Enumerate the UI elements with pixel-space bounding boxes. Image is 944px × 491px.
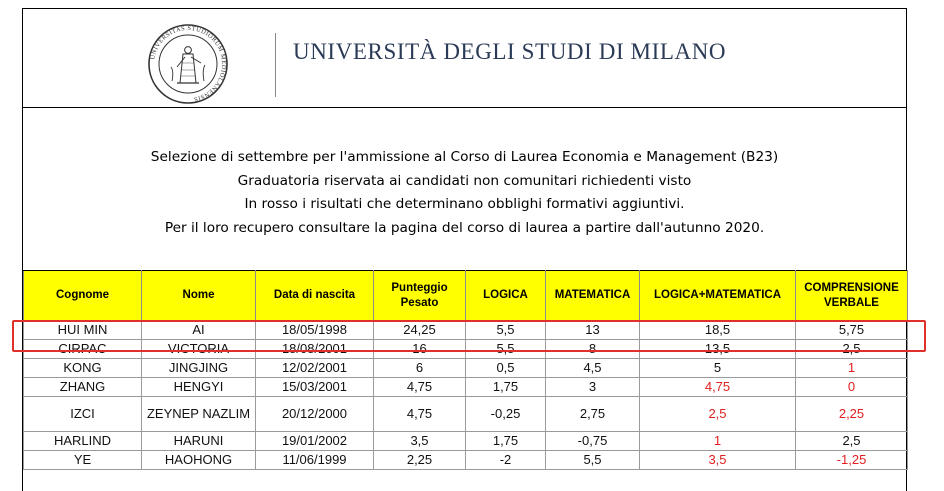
col-header-comprensione: COMPRENSIONE VERBALE (796, 271, 908, 321)
cell-data: 15/03/2001 (256, 378, 374, 397)
cell-comprensione: 2,25 (796, 397, 908, 432)
col-header-data: Data di nascita (256, 271, 374, 321)
cell-logica: 5,5 (466, 340, 546, 359)
cell-logmat: 1 (640, 432, 796, 451)
cell-punteggio: 2,25 (374, 451, 466, 470)
cell-cognome: YE (24, 451, 142, 470)
ranking-table (23, 270, 908, 470)
cell-punteggio: 16 (374, 340, 466, 359)
cell-logica: 0,5 (466, 359, 546, 378)
cell-nome: HAOHONG (142, 451, 256, 470)
seal-lettering: UNIVERSITAS STUDIORUM MEDIOLANENSIS (149, 24, 228, 103)
cell-data: 11/06/1999 (256, 451, 374, 470)
cell-cognome: ZHANG (24, 378, 142, 397)
cell-logica: -0,25 (466, 397, 546, 432)
cell-matematica: -0,75 (546, 432, 640, 451)
cell-logmat: 4,75 (640, 378, 796, 397)
university-seal-icon (147, 23, 229, 105)
cell-nome: HENGYI (142, 378, 256, 397)
notice-line-3: In rosso i risultati che determinano obblighi formativi aggiuntivi. (244, 196, 685, 212)
table-row (24, 451, 908, 470)
cell-data: 19/01/2002 (256, 432, 374, 451)
cell-cognome: KONG (24, 359, 142, 378)
cell-matematica: 8 (546, 340, 640, 359)
cell-matematica: 2,75 (546, 397, 640, 432)
document-sheet (22, 8, 907, 491)
col-header-matematica: MATEMATICA (546, 271, 640, 321)
notice-line-1: Selezione di settembre per l'ammissione al Corso di Laurea Economia e Management (B23) (150, 149, 779, 165)
cell-logmat: 2,5 (640, 397, 796, 432)
cell-punteggio: 6 (374, 359, 466, 378)
table-header-row (24, 271, 908, 321)
cell-logmat: 3,5 (640, 451, 796, 470)
col-header-cognome: Cognome (24, 271, 142, 321)
cell-cognome: HUI MIN (24, 321, 142, 340)
cell-nome: VICTORIA (142, 340, 256, 359)
highlight-box (12, 320, 926, 352)
cell-data: 12/02/2001 (256, 359, 374, 378)
university-name: UNIVERSITÀ DEGLI STUDI DI MILANO (293, 39, 727, 64)
notice-line-4: Per il loro recupero consultare la pagina del corso di laurea a partire dall'autunno 2020. (164, 219, 765, 236)
cell-matematica: 5,5 (546, 451, 640, 470)
cell-matematica: 3 (546, 378, 640, 397)
cell-nome: AI (142, 321, 256, 340)
col-header-punteggio: Punteggio Pesato (374, 271, 466, 321)
cell-data: 18/05/1998 (256, 321, 374, 340)
cell-cognome: IZCI (24, 397, 142, 432)
cell-comprensione: 2,5 (796, 432, 908, 451)
table-row (24, 359, 908, 378)
cell-nome: JINGJING (142, 359, 256, 378)
col-header-logmat: LOGICA+MATEMATICA (640, 271, 796, 321)
cell-logmat: 13,5 (640, 340, 796, 359)
cell-nome: ZEYNEP NAZLIM (142, 397, 256, 432)
cell-cognome: HARLIND (24, 432, 142, 451)
cell-data: 18/08/2001 (256, 340, 374, 359)
table-row (24, 432, 908, 451)
cell-cognome: CIRPAC (24, 340, 142, 359)
cell-comprensione: 1 (796, 359, 908, 378)
cell-nome: HARUNI (142, 432, 256, 451)
cell-matematica: 13 (546, 321, 640, 340)
cell-logica: -2 (466, 451, 546, 470)
cell-comprensione: 2,5 (796, 340, 908, 359)
cell-logmat: 18,5 (640, 321, 796, 340)
cell-punteggio: 24,25 (374, 321, 466, 340)
table-row (24, 378, 908, 397)
table-row (24, 397, 908, 432)
svg-text:UNIVERSITAS STUDIORUM MEDIOLAN (149, 25, 227, 103)
cell-logica: 5,5 (466, 321, 546, 340)
col-header-logica: LOGICA (466, 271, 546, 321)
cell-punteggio: 4,75 (374, 397, 466, 432)
cell-logica: 1,75 (466, 378, 546, 397)
cell-punteggio: 3,5 (374, 432, 466, 451)
cell-data: 20/12/2000 (256, 397, 374, 432)
header-divider (275, 33, 276, 97)
cell-comprensione: 5,75 (796, 321, 908, 340)
notice-line-2: Graduatoria riservata ai candidati non comunitari richiedenti visto (237, 172, 692, 189)
cell-matematica: 4,5 (546, 359, 640, 378)
col-header-nome: Nome (142, 271, 256, 321)
notice-box (23, 107, 906, 271)
cell-comprensione: -1,25 (796, 451, 908, 470)
cell-logmat: 5 (640, 359, 796, 378)
cell-punteggio: 4,75 (374, 378, 466, 397)
cell-comprensione: 0 (796, 378, 908, 397)
cell-logica: 1,75 (466, 432, 546, 451)
